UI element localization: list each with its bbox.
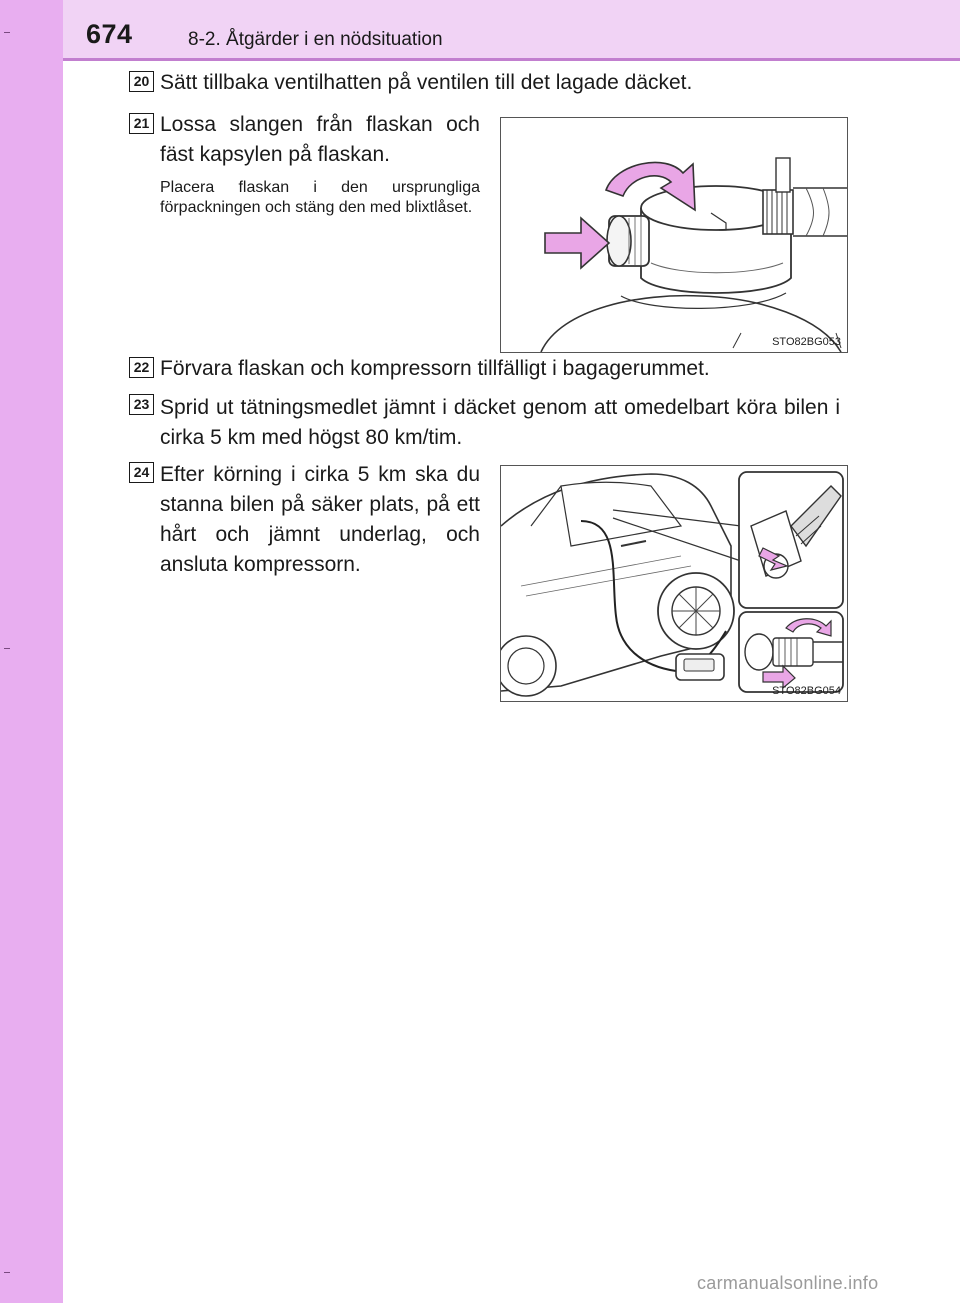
step-number-badge: 22 (129, 357, 154, 378)
step-number-badge: 21 (129, 113, 154, 134)
step-number-badge: 23 (129, 394, 154, 415)
section-title: 8-2. Åtgärder i en nödsituation (188, 29, 443, 50)
step-text: Lossa slangen från flaskan och fäst kapsylen på flaskan. (160, 113, 480, 166)
step-number-badge: 20 (129, 71, 154, 92)
step-text: Sprid ut tätningsmedlet jämnt i däcket genom att omedelbart köra bilen i cirka 5 km med högst 80 km/tim. (160, 396, 840, 449)
step-note: Placera flaskan i den ursprungliga förpackningen och stäng den med blixtlåset. (160, 179, 480, 216)
crop-mark (4, 648, 10, 649)
crop-mark (4, 32, 10, 33)
step-text: Efter körning i cirka 5 km ska du stanna bilen på säker plats, på ett hårt och jämnt underlag, och ansluta kompressorn. (160, 463, 480, 576)
step-text: Sätt tillbaka ventilhatten på ventilen till det lagade däcket. (160, 71, 693, 94)
car-compressor-figure (500, 465, 848, 702)
page-number: 674 (86, 19, 133, 49)
figure-code: STO82BG054 (772, 685, 841, 697)
side-tab-strip (0, 0, 63, 1303)
car-compressor-illustration-icon (501, 466, 847, 701)
bottle-cap-figure (500, 117, 848, 353)
header-divider (63, 58, 960, 61)
step-text: Förvara flaskan och kompressorn tillfälligt i bagagerummet. (160, 357, 710, 380)
bottle-cap-illustration-icon (501, 118, 847, 352)
crop-mark (4, 1272, 10, 1273)
watermark: carmanualsonline.info (697, 1273, 879, 1293)
figure-code: STO82BG053 (772, 336, 841, 348)
step-number-badge: 24 (129, 462, 154, 483)
